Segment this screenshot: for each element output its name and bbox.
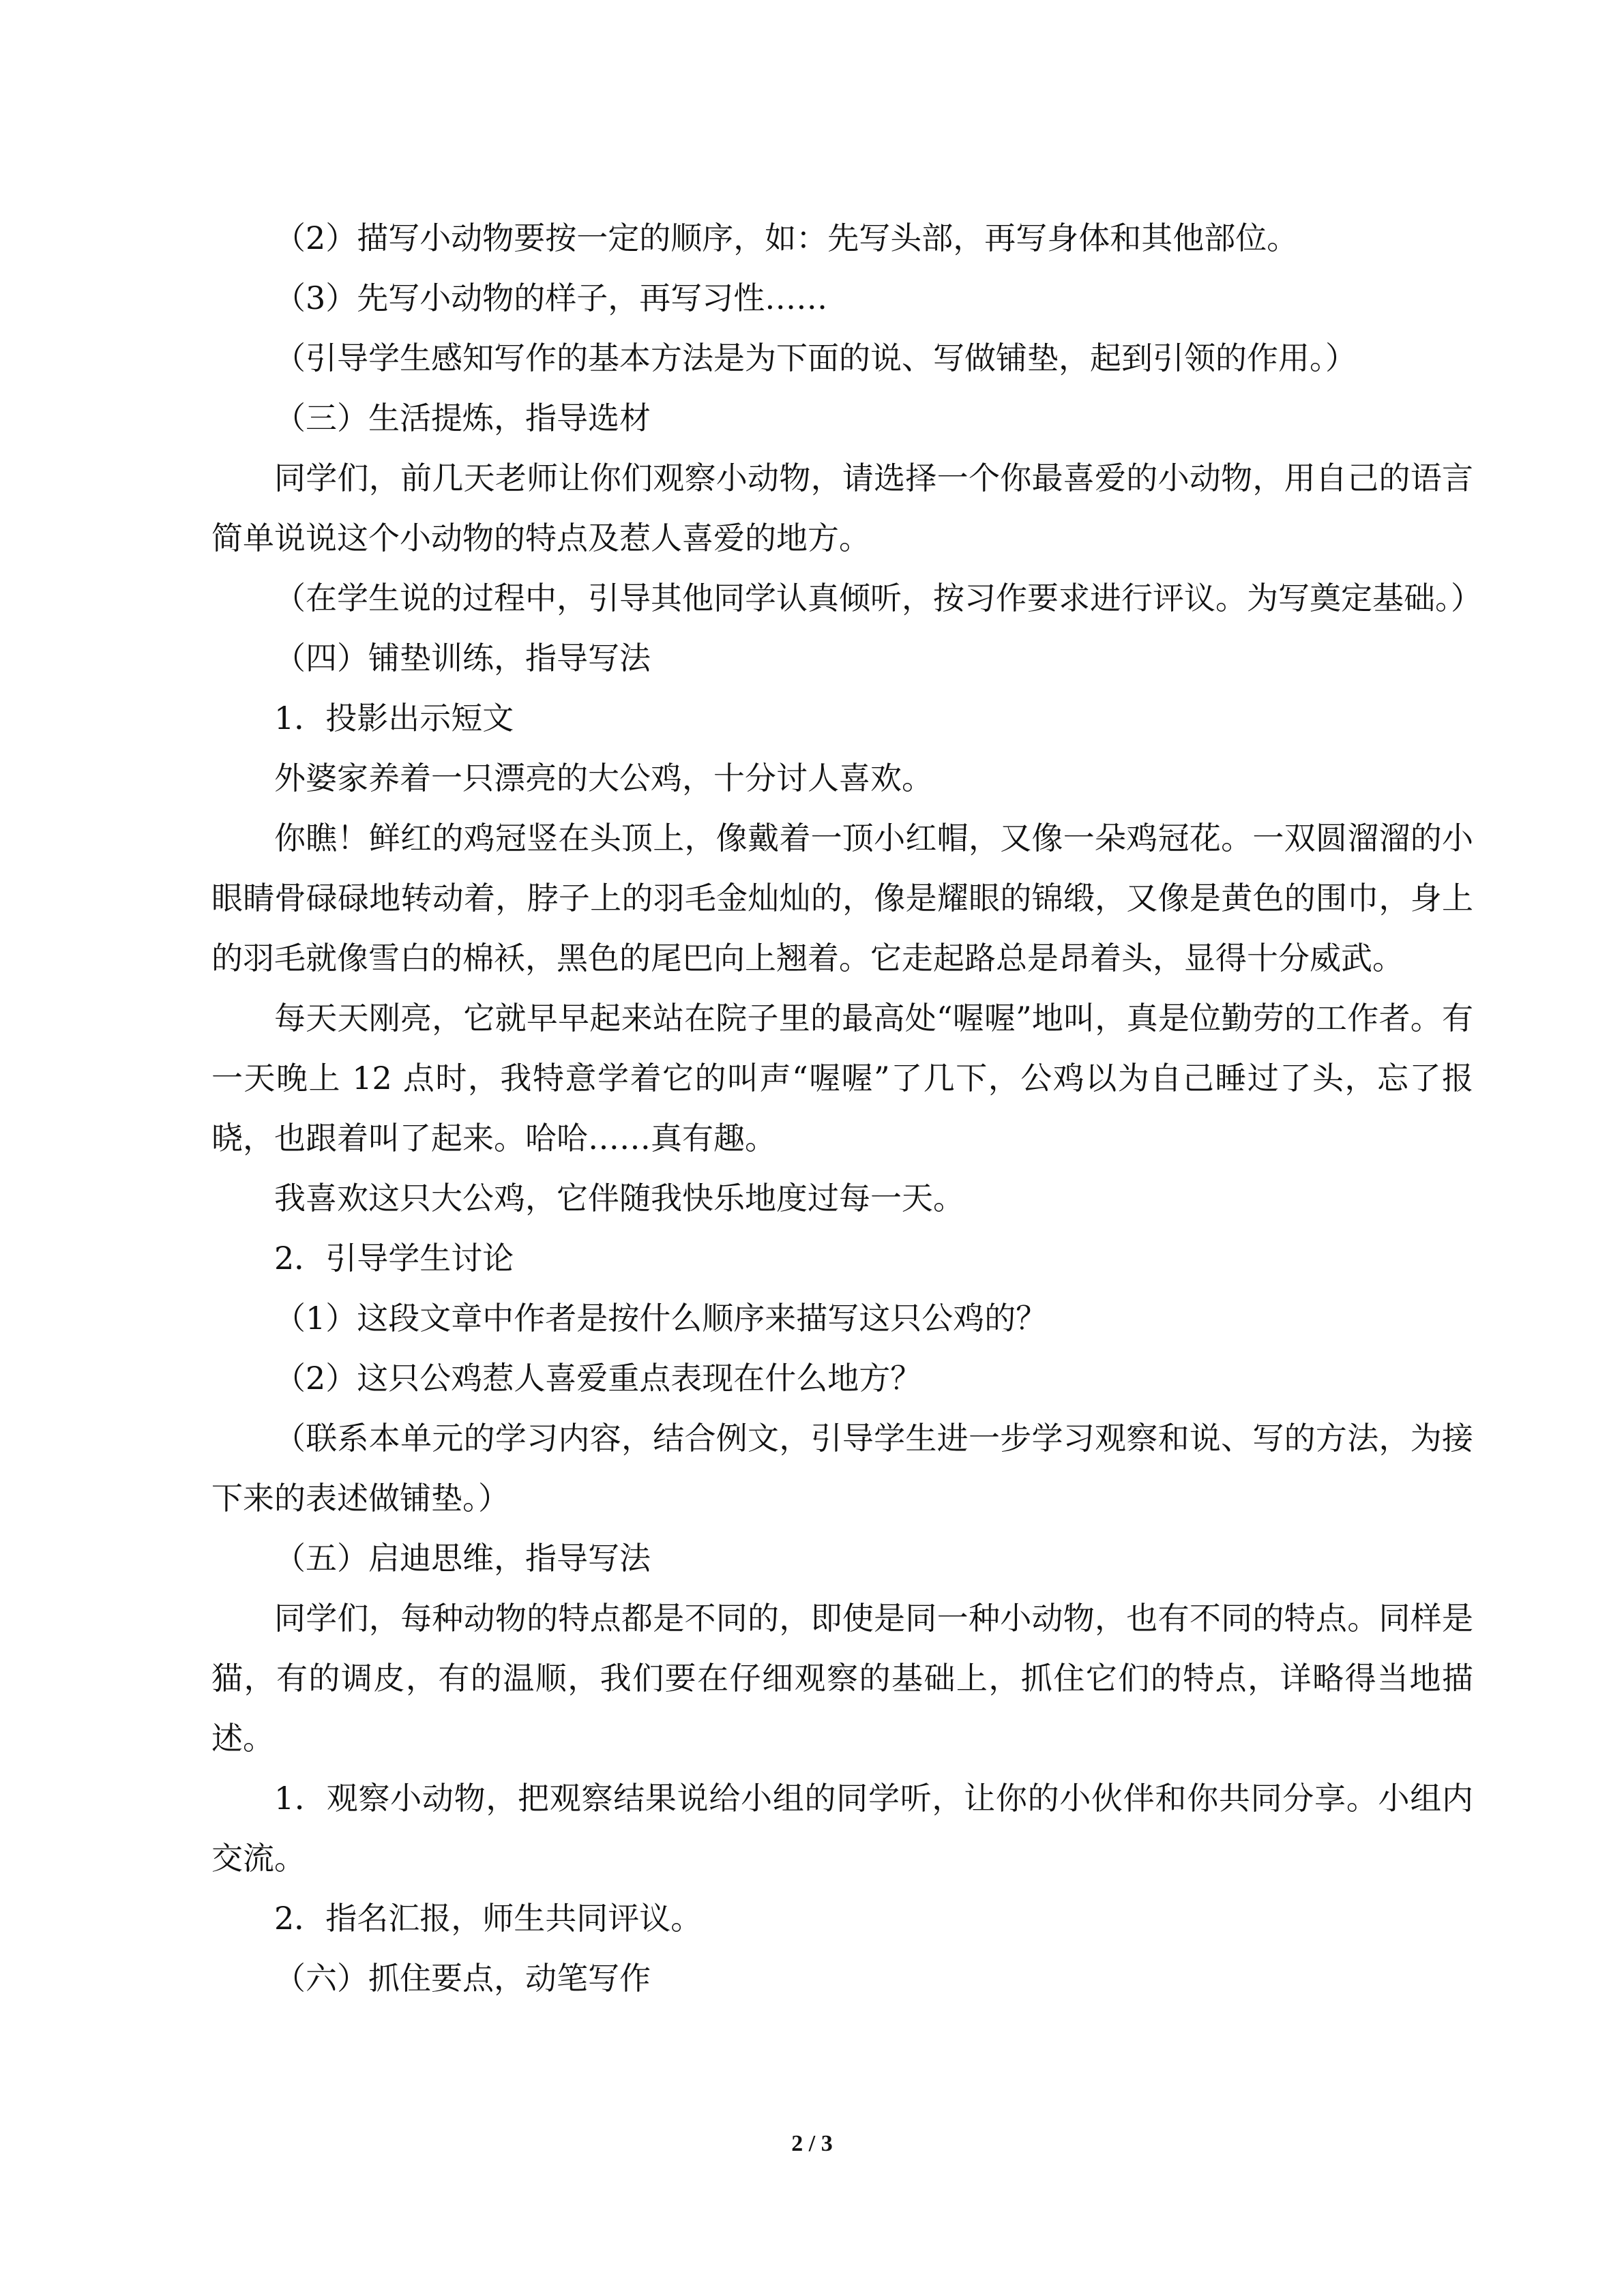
paragraph: 我喜欢这只大公鸡，它伴随我快乐地度过每一天。 (274, 1180, 964, 1217)
paragraph: （2）描写小动物要按一定的顺序，如：先写头部，再写身体和其他部位。 (274, 220, 1299, 256)
paragraph: 1．观察小动物，把观察结果说给小组的同学听，让你的小伙伴和你共同分享。小组内交流。 (211, 1780, 1473, 1877)
paragraph: 2．指名汇报，师生共同评议。 (274, 1900, 703, 1937)
paragraph: （1）这段文章中作者是按什么顺序来描写这只公鸡的？ (274, 1300, 1048, 1337)
paragraph: （联系本单元的学习内容，结合例文，引导学生进一步学习观察和说、写的方法，为接下来的表述做铺垫。） (211, 1420, 1473, 1517)
paragraph: 每天天刚亮，它就早早起来站在院子里的最高处“喔喔”地叫，真是位勤劳的工作者。有一天晚上 12 点时，我特意学着它的叫声“喔喔”了几下，公鸡以为自己睡过了头，忘了报晓，也跟着叫了起来。哈哈……真有趣。 (211, 1000, 1473, 1157)
paragraph: 同学们，前几天老师让你们观察小动物，请选择一个你最喜爱的小动物，用自己的语言简单说说这个小动物的特点及惹人喜爱的地方。 (211, 460, 1473, 556)
paragraph: 1．投影出示短文 (274, 700, 514, 736)
section-heading: （六）抓住要点，动笔写作 (274, 1960, 651, 1997)
paragraph: （2）这只公鸡惹人喜爱重点表现在什么地方？ (274, 1360, 922, 1397)
paragraph: 外婆家养着一只漂亮的大公鸡，十分讨人喜欢。 (274, 760, 933, 796)
section-heading: （四）铺垫训练，指导写法 (274, 640, 651, 676)
paragraph: （在学生说的过程中，引导其他同学认真倾听，按习作要求进行评议。为写奠定基础。） (274, 580, 1482, 616)
paragraph: 2．引导学生讨论 (274, 1240, 514, 1277)
paragraph: （3）先写小动物的样子，再写习性…… (274, 280, 828, 316)
page-number: 2 / 3 (791, 2131, 833, 2156)
section-heading: （三）生活提炼，指导选材 (274, 400, 651, 436)
paragraph: 同学们，每种动物的特点都是不同的，即使是同一种小动物，也有不同的特点。同样是猫，有的调皮，有的温顺，我们要在仔细观察的基础上，抓住它们的特点，详略得当地描述。 (211, 1600, 1473, 1757)
section-heading: （五）启迪思维，指导写法 (274, 1540, 651, 1577)
paragraph: 你瞧！鲜红的鸡冠竖在头顶上，像戴着一顶小红帽，又像一朵鸡冠花。一双圆溜溜的小眼睛骨碌碌地转动着，脖子上的羽毛金灿灿的，像是耀眼的锦缎，又像是黄色的围巾，身上的羽毛就像雪白的棉袄，黑色的尾巴向上翘着。它走起路总是昂着头，显得十分威武。 (211, 820, 1473, 976)
paragraph: （引导学生感知写作的基本方法是为下面的说、写做铺垫，起到引领的作用。） (274, 340, 1357, 376)
document-body (211, 208, 1482, 2008)
